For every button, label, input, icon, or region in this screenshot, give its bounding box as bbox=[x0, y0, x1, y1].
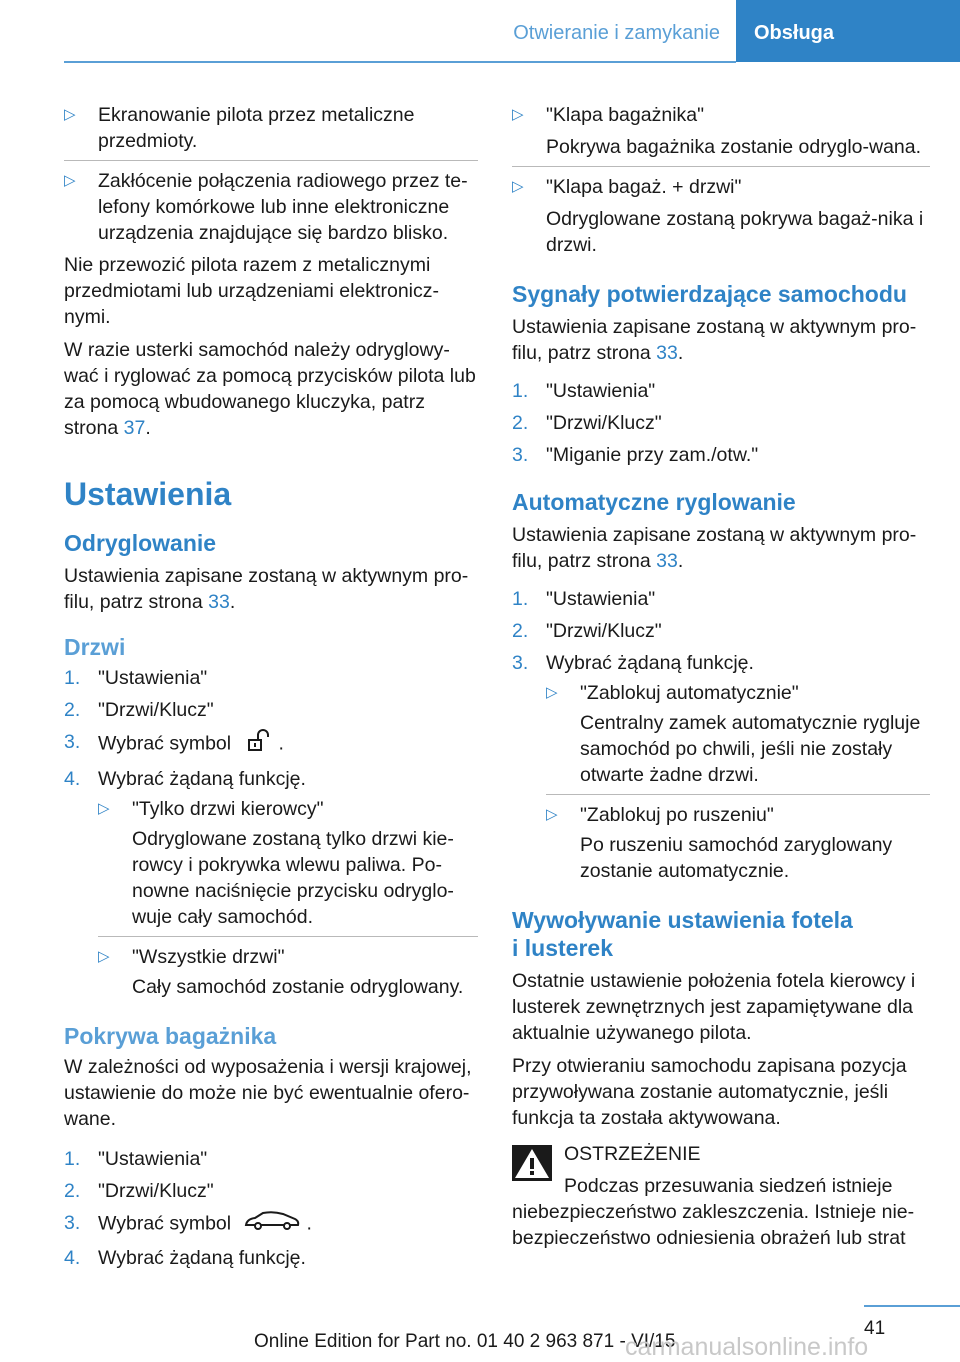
list-item: 4. Wybrać żądaną funkcję. bbox=[64, 1247, 306, 1269]
list-item: 2. "Drzwi/Klucz" bbox=[64, 1180, 214, 1202]
triangle-bullet-icon: ▷ bbox=[512, 178, 524, 195]
paragraph: Ustawienia zapisane zostaną w aktywnym pro-filu, patrz strona 33. bbox=[512, 316, 917, 364]
warning-icon bbox=[512, 1145, 552, 1188]
unlock-icon bbox=[243, 729, 273, 760]
section-tab: Obsługa bbox=[736, 0, 960, 62]
paragraph: W zależności od wyposażenia i wersji krajowej, ustawienie do może nie być ewentualnie ofero-wane. bbox=[64, 1056, 472, 1130]
right-column bbox=[512, 102, 930, 1251]
triangle-bullet-icon: ▷ bbox=[546, 684, 558, 701]
list-item: 2. "Drzwi/Klucz" bbox=[64, 699, 214, 721]
warning-text: Podczas przesuwania siedzeń istnieje niebezpieczeństwo zakleszczenia. Istnieje nie-bezpieczeństwo odniesienia obrażeń lub strat bbox=[512, 1175, 915, 1249]
section-title: Ustawienia bbox=[64, 476, 232, 512]
page-link[interactable]: 37 bbox=[123, 417, 146, 439]
subsection-heading: Odryglowanie bbox=[64, 530, 217, 556]
list-item: ▷ Ekranowanie pilota przez metaliczne przedmioty. bbox=[64, 102, 478, 161]
list-item: ▷ "Wszystkie drzwi" Cały samochód zostanie odryglowany. bbox=[98, 946, 464, 998]
paragraph: Ustawienia zapisane zostaną w aktywnym pro-filu, patrz strona 33. bbox=[512, 524, 917, 572]
footer-divider bbox=[864, 1305, 960, 1307]
list-item: 4. Wybrać żądaną funkcję. ▷ "Tylko drzwi kierowcy" Odryglowane zostaną tylko drzwi kie-rowcy i pokrywka wlewu paliwa. Po-nowne naciśnięcie przycisku odryglo-wuje cały samochód. ▷ "Wszystkie drzwi" Cały samochód zostanie odryglowany. bbox=[64, 766, 478, 1000]
list-item: 1. "Ustawienia" bbox=[512, 380, 656, 402]
subsection-heading: Wywoływanie ustawienia fotela i lusterek bbox=[512, 907, 853, 961]
list-item: 1. "Ustawienia" bbox=[64, 667, 208, 689]
page-number: 41 bbox=[864, 1318, 886, 1339]
warning-title: OSTRZEŻENIE bbox=[564, 1143, 701, 1165]
list-item: ▷ "Zablokuj automatycznie" Centralny zamek automatycznie rygluje samochód po chwili, jeśli nie zostały otwarte żadne drzwi. bbox=[546, 680, 930, 795]
list-item: ▷ "Tylko drzwi kierowcy" Odryglowane zostaną tylko drzwi kie-rowcy i pokrywka wlewu paliwa. Po-nowne naciśnięcie przycisku odryglo-wuje cały samochód. bbox=[98, 796, 478, 937]
list-item: 3. Wybrać symbol . bbox=[64, 1210, 478, 1239]
list-item: 1. "Ustawienia" bbox=[512, 588, 656, 610]
list-item: 2. "Drzwi/Klucz" bbox=[512, 412, 662, 434]
subsubsection-heading: Drzwi bbox=[64, 634, 126, 660]
triangle-bullet-icon: ▷ bbox=[64, 106, 76, 123]
triangle-bullet-icon: ▷ bbox=[98, 800, 110, 817]
list-item: ▷ Zakłócenie połączenia radiowego przez te-lefony komórkowe lub inne elektroniczne urządzenia znajdujące się bardzo blisko. bbox=[64, 170, 468, 244]
page-link[interactable]: 33 bbox=[208, 591, 230, 613]
triangle-bullet-icon: ▷ bbox=[98, 948, 110, 965]
header-divider bbox=[64, 61, 736, 63]
list-item: ▷ "Klapa bagażnika" Pokrywa bagażnika zostanie odryglo-wana. bbox=[512, 102, 930, 167]
car-tailgate-icon bbox=[243, 1210, 301, 1239]
subsubsection-heading: Pokrywa bagażnika bbox=[64, 1023, 277, 1049]
list-item: 3. Wybrać żądaną funkcję. ▷ "Zablokuj automatycznie" Centralny zamek automatycznie rygluje samochód po chwili, jeśli nie zostały otwarte żadne drzwi. ▷ "Zablokuj po ruszeniu" Po ruszeniu samochód zaryglowany zostanie automatycznie. bbox=[512, 650, 930, 884]
warning-block bbox=[512, 1141, 930, 1167]
list-item: ▷ "Klapa bagaż. + drzwi" Odryglowane zostaną pokrywa bagaż-nika i drzwi. bbox=[512, 176, 924, 256]
page-link[interactable]: 33 bbox=[656, 550, 678, 572]
list-item: 1. "Ustawienia" bbox=[64, 1148, 208, 1170]
subsection-heading: Automatyczne ryglowanie bbox=[512, 489, 796, 515]
watermark: carmanualsonline.info bbox=[625, 1333, 869, 1361]
paragraph: Przy otwieraniu samochodu zapisana pozycja przywoływana zostanie automatycznie, jeśli funkcja ta została aktywowana. bbox=[512, 1055, 907, 1129]
list-item: 3. "Miganie przy zam./otw." bbox=[512, 444, 759, 466]
triangle-bullet-icon: ▷ bbox=[512, 106, 524, 123]
triangle-bullet-icon: ▷ bbox=[546, 806, 558, 823]
list-item: 3. Wybrać symbol . bbox=[64, 729, 478, 760]
list-item: ▷ "Zablokuj po ruszeniu" Po ruszeniu samochód zaryglowany zostanie automatycznie. bbox=[546, 804, 893, 882]
page-header bbox=[0, 0, 960, 62]
paragraph: Ustawienia zapisane zostaną w aktywnym pro-filu, patrz strona 33. bbox=[64, 565, 469, 613]
paragraph: Nie przewozić pilota razem z metalicznymi przedmiotami lub urządzeniami elektronicz-nymi. bbox=[64, 254, 439, 328]
paragraph: Ostatnie ustawienie położenia fotela kierowcy i lusterek zewnętrznych jest zapamiętywane dla aktualnie używanego pilota. bbox=[512, 970, 916, 1044]
subsection-heading: Sygnały potwierdzające samochodu bbox=[512, 281, 907, 307]
paragraph: W razie usterki samochód należy odryglowy-wać i ryglować za pomocą przycisków pilota lub za pomocą wbudowanego kluczyka, patrz strona 37. bbox=[64, 339, 476, 439]
chapter-title: Otwieranie i zamykanie bbox=[513, 22, 720, 44]
left-column bbox=[64, 102, 478, 1277]
edition-note: Online Edition for Part no. 01 40 2 963 871 - VI/15 bbox=[254, 1331, 676, 1352]
triangle-bullet-icon: ▷ bbox=[64, 172, 76, 189]
list-item: 2. "Drzwi/Klucz" bbox=[512, 620, 662, 642]
page-link[interactable]: 33 bbox=[656, 342, 678, 364]
